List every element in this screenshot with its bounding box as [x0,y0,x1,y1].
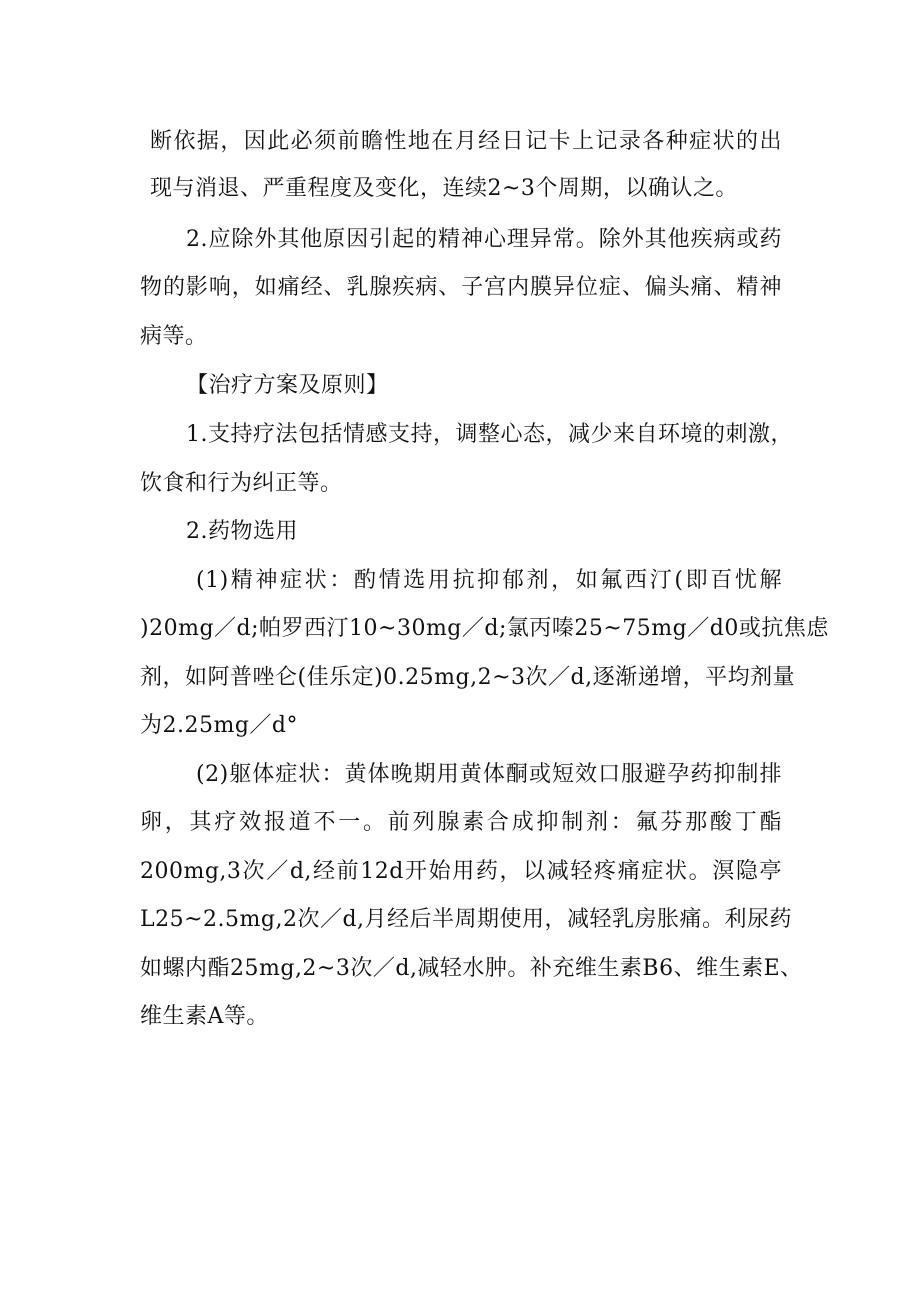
text-line: 卵，其疗效报道不一。前列腺素合成抑制剂：氟芬那酸丁酯 [140,810,782,835]
text-line: 剂，如阿普唑仑(佳乐定)0.25mg,2~3次／d,逐渐递增，平均剂量 [140,665,796,690]
text-line: 如螺内酯25mg,2~3次／d,减轻水肿。补充维生素B6、维生素E、 [140,956,803,981]
text-line: L25~2.5mg,2次／d,月经后半周期使用，减轻乳房胀痛。利尿药 [140,907,793,932]
text-line: (2)躯体症状：黄体晚期用黄体酮或短效口服避孕药抑制排 [196,762,782,787]
text-line: (1)精神症状：酌情选用抗抑郁剂，如氟西汀(即百忧解 [196,568,782,593]
text-line: 断依据，因此必须前瞻性地在月经日记卡上记录各种症状的出 [150,129,782,154]
text-line: 维生素A等。 [140,1004,269,1029]
text-line: 物的影响，如痛经、乳腺疾病、子宫内膜异位症、偏头痛、精神 [140,275,782,300]
section-heading: 【治疗方案及原则】 [186,373,389,398]
text-line: )20mg／d;帕罗西汀10~30mg／d;氯丙嗪25~75mg／d0或抗焦虑 [140,616,829,641]
text-line: 为2.25mg／d° [140,713,299,738]
text-line: 1.支持疗法包括情感支持，调整心态，减少来自环境的刺激， [186,422,793,447]
text-line: 200mg,3次／d,经前12d开始用药，以减轻疼痛症状。溟隐亭 [140,859,782,884]
text-line: 饮食和行为纠正等。 [140,471,343,496]
text-line: 现与消退、严重程度及变化，连续2~3个周期，以确认之。 [150,176,738,201]
text-line: 2.药物选用 [186,519,298,544]
text-line: 2.应除外其他原因引起的精神心理异常。除外其他疾病或药 [186,227,782,252]
text-line: 病等。 [140,324,208,349]
